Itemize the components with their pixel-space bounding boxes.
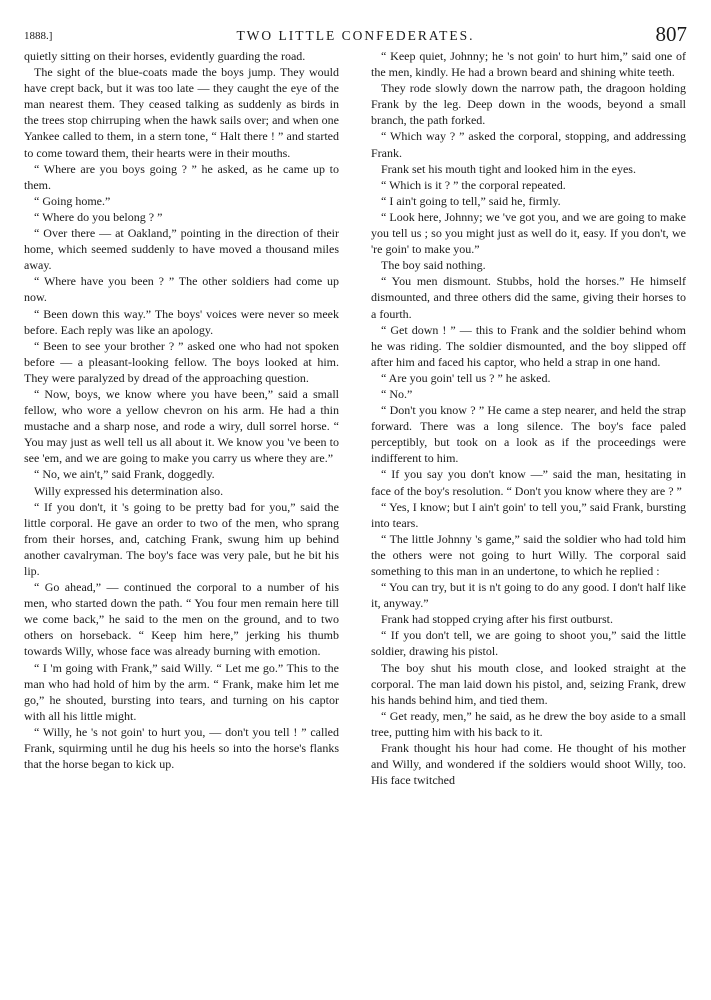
- paragraph: “ Get down ! ” — this to Frank and the soldier behind whom he was riding. The soldier dismounted, and the boy slipped off after him and faced his captor, who held a strap in one hand.: [371, 322, 686, 369]
- paragraph: “ Don't you know ? ” He came a step nearer, and held the strap forward. There was a long silence. The boy's face paled perceptibly, but took on a look as if the proceedings were indifferent to him.: [371, 403, 686, 466]
- paragraph: Frank had stopped crying after his first outburst.: [381, 612, 613, 627]
- paragraph: “ Yes, I know; but I ain't goin' to tell you,” said Frank, bursting into tears.: [371, 499, 686, 530]
- paragraph: “ You men dismount. Stubbs, hold the horses.” He himself dismounted, and three others did the same, giving their horses to a fourth.: [371, 274, 686, 321]
- paragraph: “ Willy, he 's not goin' to hurt you, — don't you tell ! ” called Frank, squirming until he dug his heels so into the horse's flanks that the horse began to kick up.: [24, 724, 339, 772]
- paragraph: “ Over there — at Oakland,” pointing in the direction of their home, which seemed suddenly to have moved a thousand miles away.: [24, 226, 339, 273]
- paragraph: “ Been down this way.” The boys' voices were never so meek before. Each reply was like an apology.: [24, 306, 339, 337]
- paragraph: “ No, we ain't,” said Frank, doggedly.: [34, 467, 215, 482]
- paragraph: “ Get ready, men,” he said, as he drew the boy aside to a small tree, putting him with his back to it.: [371, 708, 686, 739]
- paragraph: “ Now, boys, we know where you have been,” said a small fellow, who wore a yellow chevron on his arm. He had a thin mustache and a sharp nose, and rode a wiry, dull sorrel horse. “ You may just as well tell us all about it. We know you 've been to see 'em, and we are going to make you carry us where they are.”: [24, 386, 339, 466]
- paragraph: “ No.”: [381, 386, 413, 401]
- paragraph: “ You can try, but it is n't going to do any good. I don't half like it, anyway.”: [371, 580, 686, 611]
- paragraph: “ I ain't going to tell,” said he, firmly.: [381, 193, 561, 208]
- paragraph: “ I 'm going with Frank,” said Willy. “ Let me go.” This to the man who had hold of him by the arm. “ Frank, make him let me go,” he shouted, bursting into tears, and turning on his captor with all his little might.: [24, 660, 339, 723]
- paragraph: Frank set his mouth tight and looked him in the eyes.: [381, 161, 636, 176]
- paragraph: The boy shut his mouth close, and looked straight at the corporal. The man laid down his pistol, and, seizing Frank, drew his hands behind him, and tied them.: [371, 660, 686, 707]
- paragraph: Willy expressed his determination also.: [34, 483, 224, 498]
- paragraph: They rode slowly down the narrow path, the dragoon holding Frank by the leg. Deep down in the woods, beyond a small branch, the path forked.: [371, 81, 686, 128]
- paragraph: Frank thought his hour had come. He thought of his mother and Willy, and wondered if the soldiers would shoot Willy, too. His face twitched: [371, 741, 686, 788]
- paragraph: “ If you don't, it 's going to be pretty bad for you,” said the little corporal. He gave an order to two of the men, who sprang from their horses, and, catching Frank, swung him up behind another cavalryman. The boy's face was very pale, but he bit his lip.: [24, 499, 339, 578]
- paragraph: “ The little Johnny 's game,” said the soldier who had told him the others were not going to hurt Willy. The corporal said something to this man in an undertone, to which he replied :: [371, 531, 686, 578]
- paragraph: “ Where are you boys going ? ” he asked, as he came up to them.: [24, 161, 339, 192]
- issue-year: 1888.]: [24, 30, 53, 42]
- paragraph: “ Where have you been ? ” The other soldiers had come up now.: [24, 274, 339, 305]
- paragraph: “ Been to see your brother ? ” asked one who had not spoken before — a pleasant-looking fellow. The boys looked at him. They were paralyzed by dread of the approaching question.: [24, 338, 339, 385]
- paragraph: The boy said nothing.: [381, 258, 486, 273]
- paragraph: “ Which way ? ” asked the corporal, stopping, and addressing Frank.: [371, 129, 686, 160]
- paragraph: “ If you don't tell, we are going to shoot you,” said the little soldier, drawing his pistol.: [371, 628, 686, 659]
- paragraph: “ Go ahead,” — continued the corporal to a number of his men, who started down the path. “ You four men remain here till we come back,” he said to the men on the ground, and to two others on horseback. “ Keep him here,” jerking his thumb towards Willy, whose face was already burning with emotion.: [24, 580, 339, 659]
- left-column: [24, 48, 339, 772]
- paragraph: “ Keep quiet, Johnny; he 's not goin' to hurt him,” said one of the men, kindly. He had a brown beard and shining white teeth.: [371, 49, 686, 80]
- paragraph: “ If you say you don't know —” said the man, hesitating in face of the boy's resolution. “ Don't you know where they are ? ”: [371, 467, 686, 498]
- page-number: 807: [655, 22, 687, 46]
- paragraph: “ Are you goin' tell us ? ” he asked.: [381, 370, 551, 385]
- page-header: [24, 12, 687, 46]
- running-title: TWO LITTLE CONFEDERATES.: [236, 28, 475, 43]
- paragraph: “ Look here, Johnny; we 've got you, and we are going to make you tell us ; so you might just as well do it, easy. If you don't, we 're goin' to make you.”: [371, 209, 686, 257]
- paragraph: quietly sitting on their horses, evidently guarding the road.: [24, 49, 306, 63]
- right-column: [371, 48, 686, 788]
- paragraph: “ Which is it ? ” the corporal repeated.: [381, 177, 566, 192]
- paragraph: “ Going home.”: [34, 193, 111, 208]
- paragraph: “ Where do you belong ? ”: [34, 209, 163, 224]
- paragraph: The sight of the blue-coats made the boys jump. They would have crept back, but it was too late — they caught the eye of the man nearest them. They ceased talking as suddenly as birds in the trees stop chirruping when the hawk sails over; and when one Yankee called to them, in a stern tone, “ Halt there ! ” and started to come toward them, their hearts were in their mouths.: [24, 65, 339, 160]
